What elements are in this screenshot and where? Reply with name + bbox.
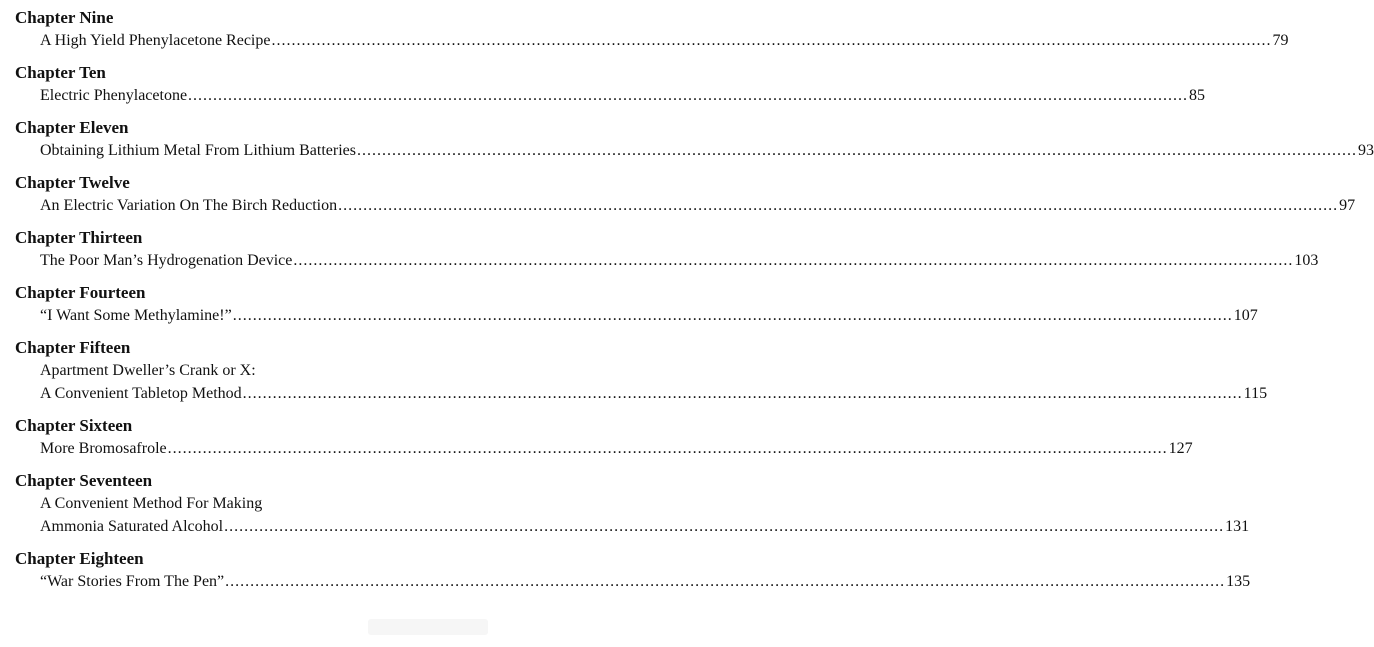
chapter-title-line (15, 249, 1319, 272)
toc-entry-chapter-nine (15, 6, 1289, 52)
page-number: 79 (1272, 32, 1289, 49)
dot-leader: ........................................................................................................................................................................................................ (271, 32, 1272, 49)
dot-leader: ........................................................................................................................................................................................................ (338, 197, 1339, 214)
toc-entry-chapter-fifteen (15, 336, 1268, 405)
chapter-heading: Chapter Thirteen (15, 228, 143, 247)
chapter-title: A Convenient Method For Making (40, 495, 263, 512)
page-number: 127 (1168, 440, 1193, 457)
chapter-title-line (15, 570, 1251, 593)
dot-leader: ........................................................................................................................................................................................................ (242, 385, 1243, 402)
chapter-heading: Chapter Ten (15, 63, 106, 82)
chapter-title: Apartment Dweller’s Crank or X: (40, 362, 256, 379)
chapter-title: An Electric Variation On The Birch Reduction (40, 197, 338, 214)
dot-leader: ........................................................................................................................................................................................................ (232, 307, 1233, 324)
chapter-title: A High Yield Phenylacetone Recipe (40, 32, 271, 49)
chapter-title-line (15, 382, 1268, 405)
chapter-title-line (15, 437, 1193, 460)
page-number: 131 (1225, 518, 1250, 535)
dot-leader: ........................................................................................................................................................................................................ (356, 142, 1357, 159)
chapter-heading: Chapter Eighteen (15, 549, 144, 568)
toc-entry-chapter-fourteen (15, 281, 1258, 327)
chapter-heading: Chapter Sixteen (15, 416, 133, 435)
chapter-heading: Chapter Twelve (15, 173, 130, 192)
page-number: 85 (1189, 87, 1206, 104)
dot-leader: ........................................................................................................................................................................................................ (224, 518, 1225, 535)
page-number: 97 (1339, 197, 1356, 214)
chapter-title: “I Want Some Methylamine!” (40, 307, 232, 324)
dot-leader: ........................................................................................................................................................................................................ (293, 252, 1294, 269)
page-number: 107 (1233, 307, 1258, 324)
toc-entry-chapter-eleven (15, 116, 1374, 162)
chapter-title: Electric Phenylacetone (40, 87, 188, 104)
dot-leader: ........................................................................................................................................................................................................ (225, 573, 1226, 590)
toc-entry-chapter-sixteen (15, 414, 1193, 460)
chapter-title-line (15, 194, 1356, 217)
chapter-title-line (15, 492, 492, 515)
page-number: 93 (1357, 142, 1374, 159)
chapter-title: Ammonia Saturated Alcohol (40, 518, 224, 535)
chapter-heading: Chapter Fifteen (15, 338, 131, 357)
table-of-contents (15, 6, 1374, 602)
page-number: 115 (1243, 385, 1268, 402)
chapter-title: The Poor Man’s Hydrogenation Device (40, 252, 293, 269)
dot-leader: ........................................................................................................................................................................................................ (188, 87, 1189, 104)
toc-entry-chapter-seventeen (15, 469, 1250, 538)
toc-entry-chapter-ten (15, 61, 1206, 107)
toc-entry-chapter-eighteen (15, 547, 1251, 593)
chapter-title: A Convenient Tabletop Method (40, 385, 242, 402)
chapter-heading: Chapter Seventeen (15, 471, 153, 490)
toc-entry-chapter-thirteen (15, 226, 1319, 272)
chapter-title-line (15, 304, 1258, 327)
chapter-title-line (15, 359, 492, 382)
chapter-heading: Chapter Nine (15, 8, 114, 27)
chapter-heading: Chapter Eleven (15, 118, 129, 137)
chapter-title: Obtaining Lithium Metal From Lithium Batteries (40, 142, 356, 159)
chapter-title-line (15, 139, 1374, 162)
chapter-title: “War Stories From The Pen” (40, 573, 225, 590)
faint-watermark (368, 619, 488, 635)
page-number: 103 (1294, 252, 1319, 269)
chapter-title-line (15, 29, 1289, 52)
chapter-heading: Chapter Fourteen (15, 283, 146, 302)
chapter-title-line (15, 515, 1250, 538)
toc-entry-chapter-twelve (15, 171, 1356, 217)
chapter-title: More Bromosafrole (40, 440, 167, 457)
dot-leader: ........................................................................................................................................................................................................ (167, 440, 1168, 457)
page-number: 135 (1226, 573, 1251, 590)
chapter-title-line (15, 84, 1206, 107)
